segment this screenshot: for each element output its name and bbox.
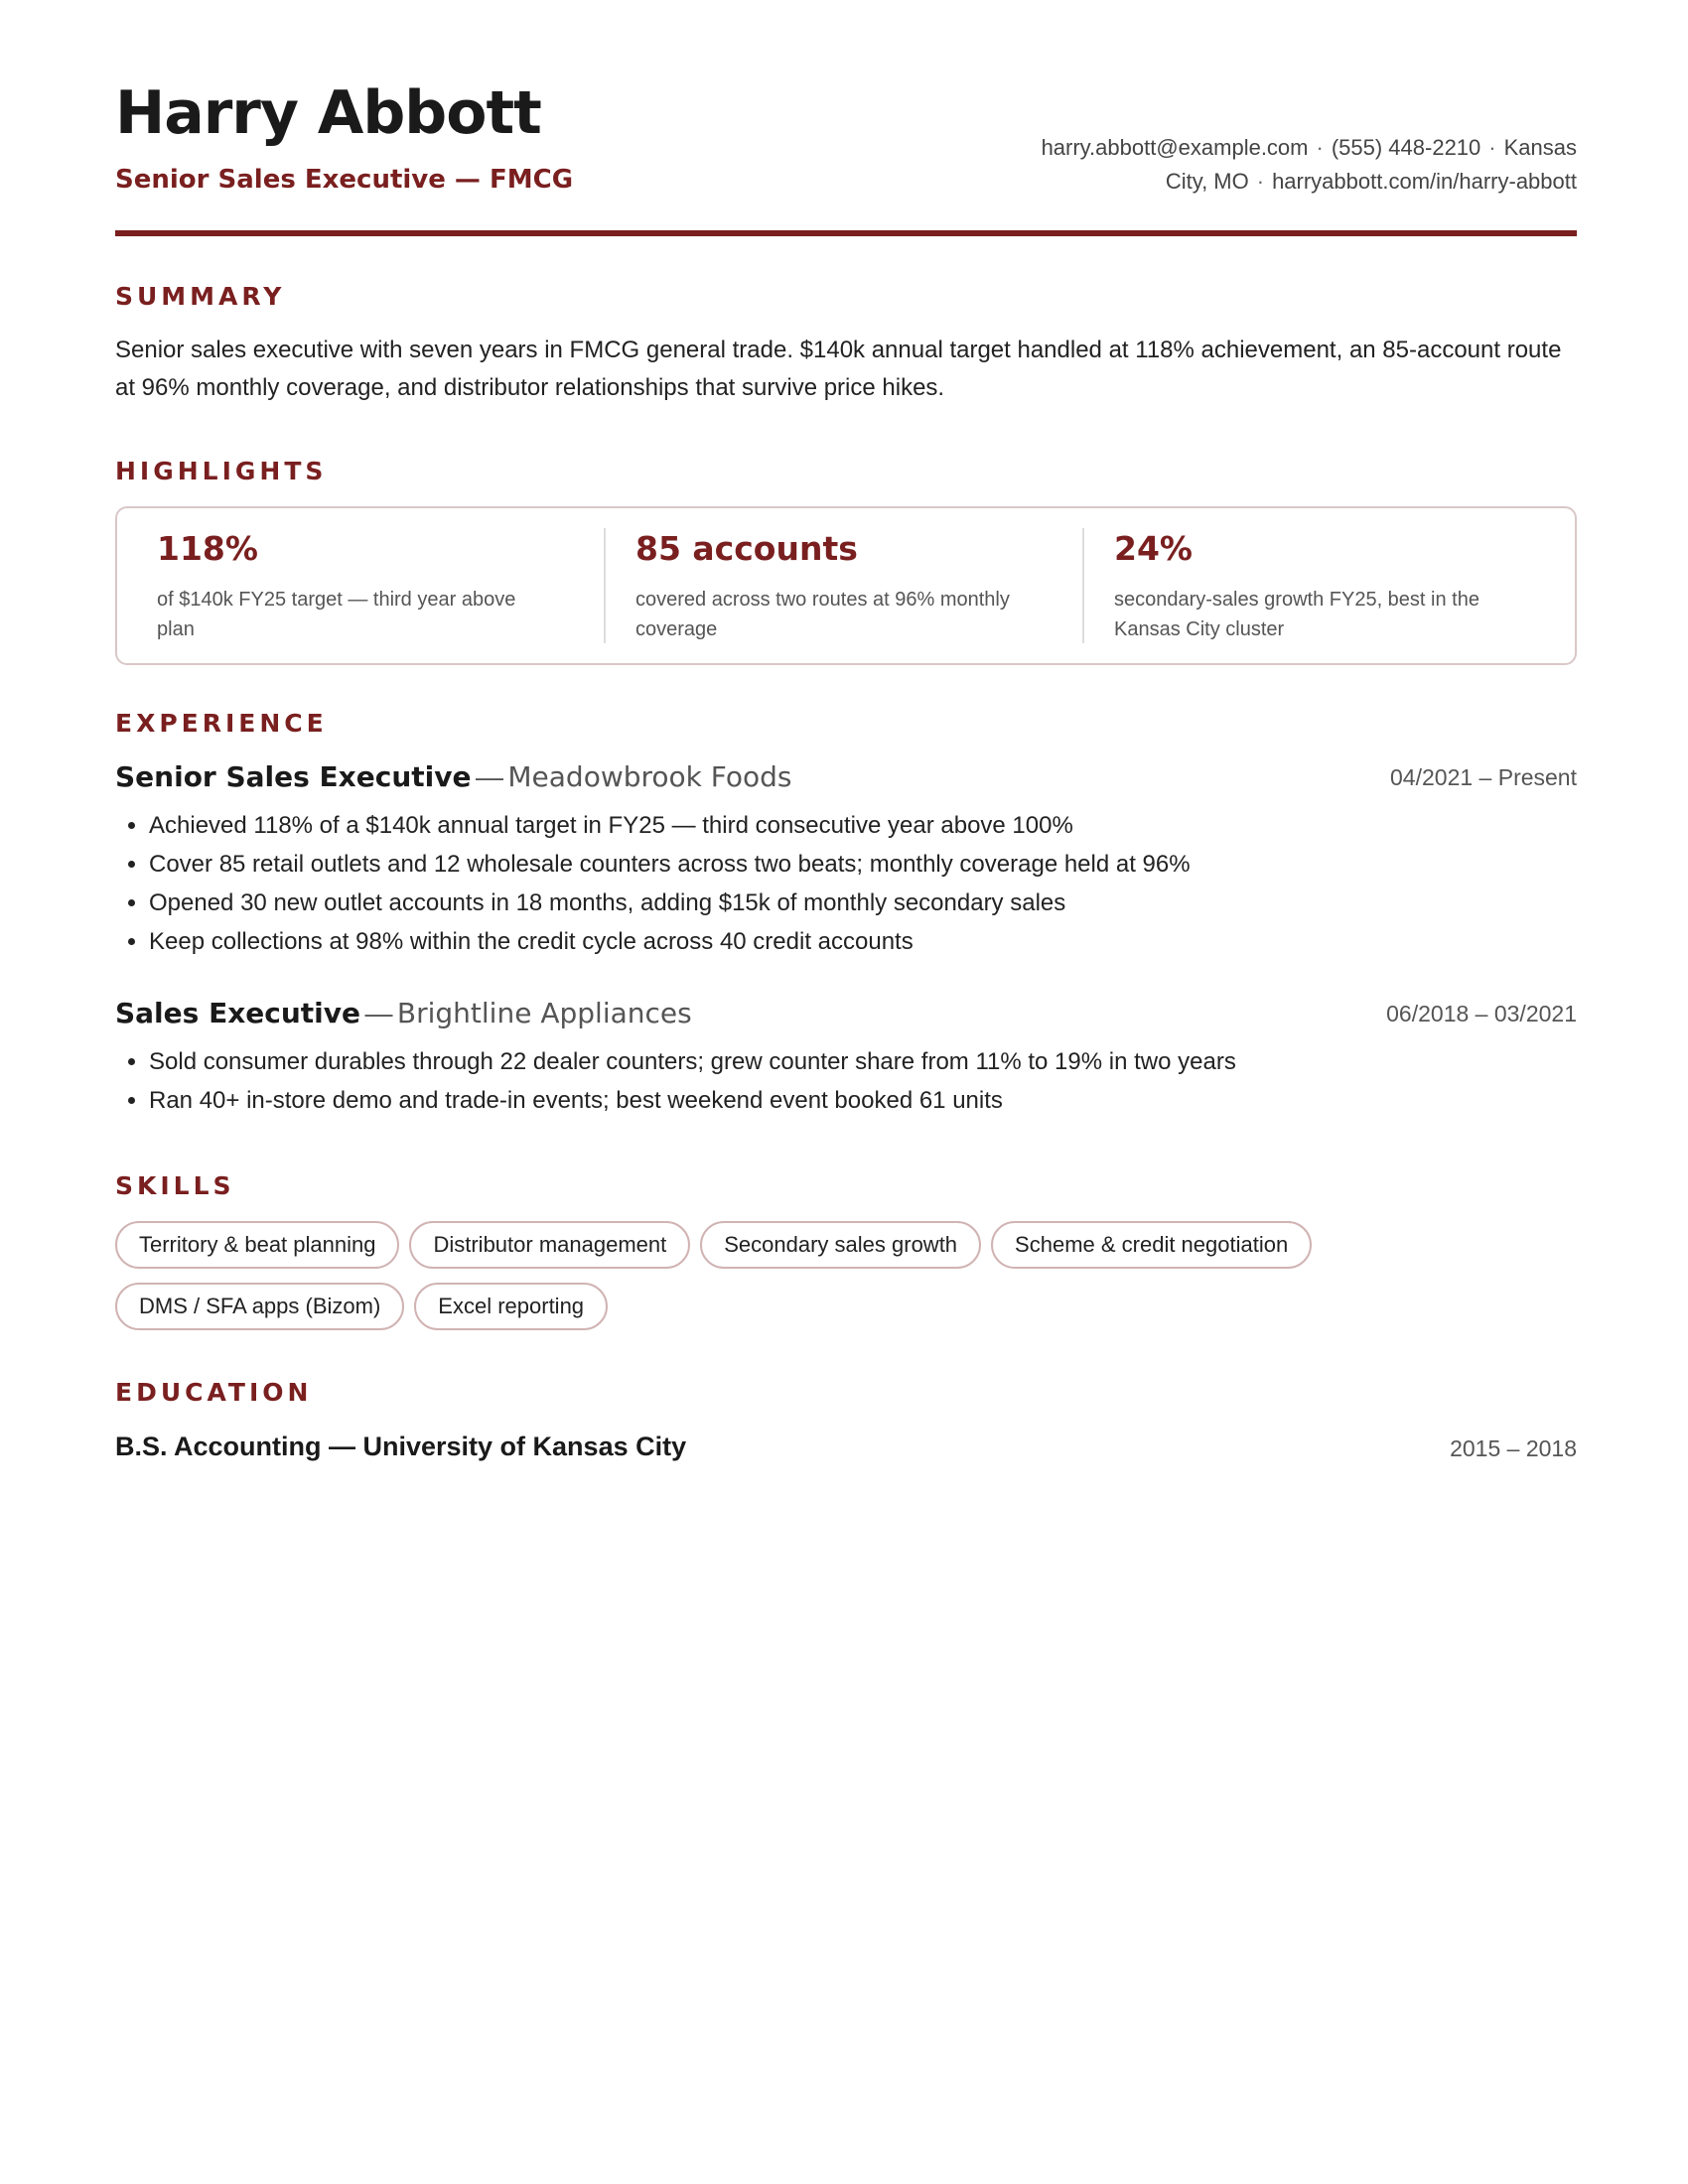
contact-line-1 — [961, 131, 1577, 165]
highlight-description: secondary-sales growth FY25, best in the Kansas City cluster — [1114, 589, 1479, 640]
highlight-value: 118% — [157, 529, 258, 568]
highlight-divider — [604, 528, 606, 643]
resume-header — [115, 0, 1577, 236]
experience-heading: EXPERIENCE — [115, 709, 328, 738]
highlight-divider — [1082, 528, 1084, 643]
email-link[interactable]: harry.abbott@example.com — [1041, 135, 1309, 160]
job-company: Brightline Appliances — [396, 997, 692, 1029]
job-entry — [115, 760, 1577, 961]
contact-line-2 — [961, 165, 1577, 199]
job-header — [115, 997, 1577, 1032]
header-divider — [115, 230, 1577, 236]
highlights-box — [115, 506, 1577, 665]
contact-separator: · — [1316, 135, 1324, 160]
highlight-value: 24% — [1114, 529, 1193, 568]
skill-chip: Excel reporting — [414, 1283, 608, 1330]
highlights-heading: HIGHLIGHTS — [115, 457, 328, 485]
summary-heading: SUMMARY — [115, 282, 286, 311]
skill-chip: Secondary sales growth — [700, 1221, 981, 1269]
contact-info — [961, 131, 1577, 199]
job-dash: — — [475, 761, 503, 792]
skills-list — [115, 1221, 1577, 1344]
contact-separator: · — [1256, 169, 1265, 194]
candidate-name: Harry Abbott — [115, 78, 541, 148]
highlight-item — [635, 529, 1033, 644]
job-dates: 04/2021 – Present — [1390, 764, 1577, 790]
job-bullets — [115, 1042, 1577, 1120]
phone-number: (555) 448-2210 — [1331, 135, 1481, 160]
skill-chip: Distributor management — [409, 1221, 690, 1269]
skills-heading: SKILLS — [115, 1171, 235, 1200]
location-part-1: Kansas — [1503, 135, 1577, 160]
job-role: Senior Sales Executive — [115, 760, 472, 793]
job-dash: — — [364, 998, 393, 1028]
education-entry — [115, 1432, 1577, 1471]
highlight-value: 85 accounts — [635, 529, 858, 568]
candidate-headline: Senior Sales Executive — FMCG — [115, 165, 574, 195]
job-entry — [115, 997, 1577, 1120]
job-bullet: • Keep collections at 98% within the credit cycle across 40 credit accounts — [149, 922, 1577, 961]
highlight-description: of $140k FY25 target — third year above plan — [157, 589, 516, 640]
skill-chip: Territory & beat planning — [115, 1221, 399, 1269]
job-dates: 06/2018 – 03/2021 — [1386, 1001, 1577, 1026]
job-role: Sales Executive — [115, 997, 360, 1029]
skill-chip: Scheme & credit negotiation — [991, 1221, 1312, 1269]
job-bullet: • Sold consumer durables through 22 dealer counters; grew counter share from 11% to 19% in two years — [149, 1042, 1577, 1081]
summary-text: Senior sales executive with seven years in FMCG general trade. $140k annual target handled at 118% achievement, an 85-account route at 96% monthly coverage, and distributor relationships that survive price hikes. — [115, 337, 1562, 401]
education-heading: EDUCATION — [115, 1378, 313, 1407]
highlight-item — [157, 529, 554, 644]
job-bullets — [115, 806, 1577, 961]
education-degree: B.S. Accounting — University of Kansas City — [115, 1432, 687, 1461]
highlight-description: covered across two routes at 96% monthly coverage — [635, 589, 1010, 640]
website-link[interactable]: harryabbott.com/in/harry-abbott — [1272, 169, 1577, 194]
job-header — [115, 760, 1577, 796]
job-bullet: • Achieved 118% of a $140k annual target in FY25 — third consecutive year above 100% — [149, 806, 1577, 845]
highlight-item — [1114, 529, 1511, 644]
skill-chip: DMS / SFA apps (Bizom) — [115, 1283, 404, 1330]
resume-page — [115, 0, 1577, 1461]
location-part-2: City, MO — [1165, 169, 1249, 194]
job-bullet: • Opened 30 new outlet accounts in 18 months, adding $15k of monthly secondary sales — [149, 884, 1577, 922]
education-dates: 2015 – 2018 — [1450, 1435, 1577, 1461]
job-bullet: • Ran 40+ in-store demo and trade-in events; best weekend event booked 61 units — [149, 1081, 1577, 1120]
job-bullet: • Cover 85 retail outlets and 12 wholesale counters across two beats; monthly coverage held at 96% — [149, 845, 1577, 884]
job-company: Meadowbrook Foods — [507, 760, 792, 793]
contact-separator: · — [1488, 135, 1496, 160]
